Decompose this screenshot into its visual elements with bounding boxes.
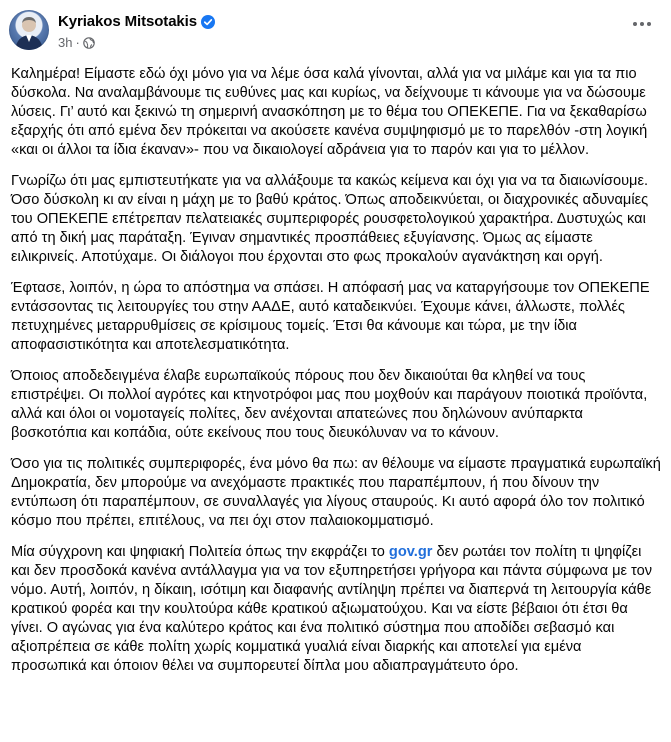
- post-paragraph: Όσο για τις πολιτικές συμπεριφορές, ένα μόνο θα πω: αν θέλουμε να είμαστε πραγματικά ευρωπαϊκή Δημοκρατία, δεν μπορούμε να ανεχόμαστε πρακτικές που παραπέμπουν, ή που δίνουν την εντύπωση ότι παραπέμπουν, σε συναλλαγές για λίγους σταυρούς. Κι αυτό αφορά όλο τον πολιτικό κόσμο που πρέπει, επιτέλους, να πει όχι στον παλαιοκομματισμό.: [11, 456, 661, 529]
- post-meta: [58, 35, 95, 50]
- paragraph-text: δεν ρωτάει τον πολίτη τι ψηφίζει και δεν προσδοκά κανένα αντάλλαγμα για να τον εξυπηρετήσει γρήγορα και πάντα σύμφωνα με τον νόμο. Αυτή, λοιπόν, η δίκαιη, ισότιμη και διαφανής αντίληψη πρέπει να διαπερνά τη λειτουργία κάθε κρατικού φορέα και την κουλτούρα κάθε κρατικού αξιωματούχου. Και να είστε βέβαιοι ότι έτσι θα γίνει. Ο αγώνας για ένα καλύτερο κράτος και ένα πολιτικό σύστημα που αποδίδει σεβασμό και αξιοπρέπεια σε κάθε πολίτη χωρίς κομματικά γυαλιά είναι διαρκής και αποτελεί για εμένα προσωπικά και όποιον θέλει να συμπορευτεί δίπλα μου αδιαπραγμάτευτο όρο.: [11, 544, 653, 674]
- post-paragraph: Όποιος αποδεδειγμένα έλαβε ευρωπαϊκούς πόρους που δεν δικαιούται θα κληθεί να τους επιστρέψει. Οι πολλοί αγρότες και κτηνοτρόφοι μας που μοχθούν και παράγουν ποιοτικά προϊόντα, αλλά και όλοι οι νομοταγείς πολίτες, δεν ανέχονται απατεώνες που δηλώνουν ανύπαρκτα βοσκοτόπια και κοπάδια, ούτε εκείνους που τους διευκόλυναν να το κάνουν.: [11, 368, 648, 441]
- author-row: [58, 13, 215, 30]
- globe-icon[interactable]: [83, 37, 95, 49]
- post-paragraph: Καλημέρα! Είμαστε εδώ όχι μόνο για να λέμε όσα καλά γίνονται, αλλά για να μιλάμε και για τα πιο δύσκολα. Να αναλαμβάνουμε τις ευθύνες μας και κυρίως, να δείχνουμε τι κάνουμε για να δώσουμε λύσεις. Γι’ αυτό και ξεκινώ τη σημερινή ανασκόπηση με το θέμα του ΟΠΕΚΕΠΕ. Για να ξεκαθαρίσω εξαρχής ότι από εμένα δεν πρόκειται να ακούσετε κανένα συμψηφισμό με το παρελθόν -στη λογική «και οι άλλοι τα ίδια έκαναν»- που να δικαιολογεί αδράνεια για το παρόν και για το μέλλον.: [11, 66, 648, 158]
- post-paragraph-last: [11, 543, 661, 676]
- meta-separator: ·: [75, 35, 80, 50]
- post-paragraph: Γνωρίζω ότι μας εμπιστευτήκατε για να αλλάξουμε τα κακώς κείμενα και όχι για να τα διαιωνίσουμε. Όσο δύσκολη κι αν είναι η μάχη με το βαθύ κράτος. Όπως αποδεικνύεται, οι διαχρονικές αδυναμίες του ΟΠΕΚΕΠΕ επέτρεπαν πελατειακές συμπεριφορές ρουσφετολογικού χαρακτήρα. Δυστυχώς και από τη δική μας παράταξη. Έγιναν σημαντικές προσπάθειες εξυγίανσης. Όμως ας είμαστε ειλικρινείς. Αποτύχαμε. Οι διάλογοι που έρχονται στο φως προκαλούν αγανάκτηση και οργή.: [11, 173, 649, 265]
- verified-badge-icon: [201, 15, 215, 29]
- gov-gr-link[interactable]: gov.gr: [388, 544, 433, 560]
- post-header: [8, 8, 663, 56]
- author-name[interactable]: Kyriakos Mitsotakis: [58, 13, 197, 30]
- profile-photo-icon: [9, 10, 49, 50]
- more-options-icon: [632, 21, 652, 27]
- paragraph-text: Μία σύγχρονη και ψηφιακή Πολιτεία όπως την εκφράζει το: [11, 544, 389, 560]
- post-time[interactable]: 3h: [58, 35, 73, 50]
- avatar[interactable]: [9, 10, 49, 50]
- post-body: [11, 65, 661, 676]
- more-options-button[interactable]: [627, 12, 657, 36]
- post-paragraph: Έφτασε, λοιπόν, η ώρα το απόστημα να σπάσει. Η απόφασή μας να καταργήσουμε τον ΟΠΕΚΕΠΕ εντάσσοντας τις λειτουργίες του στην ΑΑΔΕ, αυτό καταδεικνύει. Έχουμε κάνει, άλλωστε, πολλές πετυχημένες μεταρρυθμίσεις σε κρίσιμους τομείς. Έτσι θα κάνουμε και τώρα, με την ίδια αποφασιστικότητα και αποτελεσματικότητα.: [11, 280, 650, 353]
